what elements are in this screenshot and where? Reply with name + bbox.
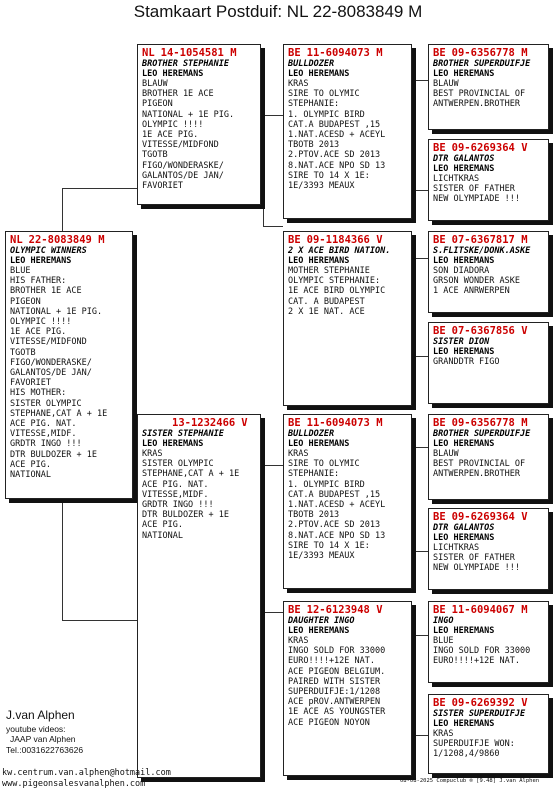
ring-number: 13-1232466 V <box>172 417 248 429</box>
pigeon-card-father-father[interactable] <box>283 44 412 219</box>
owner-name: LEO HEREMANS <box>433 69 495 79</box>
pigeon-name: 2 X ACE BIRD NATION. <box>288 246 391 256</box>
pigeon-card-mff[interactable] <box>428 414 549 500</box>
ring-number: BE 07-6367856 V <box>433 325 528 337</box>
pigeon-description: BLAUW BEST PROVINCIAL OF ANTWERPEN.BROTHER <box>433 449 526 480</box>
connector-line <box>414 447 415 551</box>
pigeon-name: OLYMPIC WINNERS <box>10 246 87 256</box>
connector-line <box>263 226 283 227</box>
ring-number: NL 22-8083849 M <box>10 234 105 246</box>
owner-name: LEO HEREMANS <box>288 69 350 79</box>
connector-line <box>263 465 264 613</box>
pigeon-name: DTR GALANTOS <box>433 154 495 164</box>
connector-line <box>62 188 138 189</box>
connector-line <box>62 188 63 231</box>
pigeon-description: GRANDDTR FIGO <box>433 357 500 367</box>
pigeon-card-subject[interactable] <box>5 231 133 499</box>
ring-number: BE 11-6094067 M <box>433 604 528 616</box>
ring-number: BE 09-6269364 V <box>433 511 528 523</box>
owner-name: LEO HEREMANS <box>10 256 72 266</box>
ring-number: BE 09-6356778 M <box>433 417 528 429</box>
connector-line <box>414 80 428 81</box>
connector-line <box>62 620 138 621</box>
pigeon-name: INGO <box>433 616 454 626</box>
pigeon-card-fff[interactable] <box>428 44 549 130</box>
print-stamp: 08-08-2025 Compuclub ® [9.48] J.van Alphen <box>400 778 540 784</box>
connector-line <box>414 190 428 191</box>
connector-line <box>414 635 415 735</box>
pigeon-description: BLAUW BROTHER 1E ACE PIGEON NATIONAL + 1E PIG. OLYMPIC !!!! 1E ACE PIG. VITESSE/MIDFOND TGOTB FIGO/WONDERASKE/ GALANTOS/DE JAN/ FAVORIET <box>142 79 235 192</box>
connector-line <box>414 356 428 357</box>
pigeon-name: BULLDOZER <box>288 59 335 69</box>
pigeon-description: KRAS SUPERDUIFJE WON: 1/1208,4/9860 <box>433 729 515 760</box>
website-link[interactable]: www.pigeonsalesvanalphen.com <box>2 779 146 789</box>
owner-name: LEO HEREMANS <box>142 439 204 449</box>
ring-number: BE 09-6269364 V <box>433 142 528 154</box>
connector-line <box>263 465 283 466</box>
owner-name: LEO HEREMANS <box>433 256 495 266</box>
email-address[interactable]: kw.centrum.van.alphen@hotmail.com <box>2 768 171 778</box>
pigeon-name: BROTHER SUPERDUIFJE <box>433 59 531 69</box>
pigeon-description: BLUE INGO SOLD FOR 33000 EURO!!!!+12E NAT. <box>433 636 531 667</box>
pigeon-name: BULLDOZER <box>288 429 335 439</box>
pigeon-card-fmf[interactable] <box>428 231 549 313</box>
ring-number: NL 14-1054581 M <box>142 47 237 59</box>
pigeon-name: DTR GALANTOS <box>433 523 495 533</box>
ring-number: BE 12-6123948 V <box>288 604 383 616</box>
pigeon-description: MOTHER STEPHANIE OLYMPIC STEPHANIE: 1E ACE BIRD OLYMPIC CAT. A BUDAPEST 2 X 1E NAT. ACE <box>288 266 386 317</box>
connector-line <box>414 635 428 636</box>
phone-number: Tel.:0031622763626 <box>6 745 84 755</box>
pigeon-name: DAUGHTER INGO <box>288 616 355 626</box>
connector-line <box>263 115 264 227</box>
pigeon-name: BROTHER STEPHANIE <box>142 59 229 69</box>
pigeon-description: KRAS SISTER OLYMPIC STEPHANE,CAT A + 1E ACE PIG. NAT. VITESSE,MIDF. GRDTR INGO !!! DTR BULDOZER + 1E ACE PIG. NATIONAL <box>142 449 240 541</box>
pigeon-name: SISTER DION <box>433 337 490 347</box>
pigeon-description: LICHTKRAS SISTER OF FATHER NEW OLYMPIADE !!! <box>433 174 520 205</box>
pigeon-description: KRAS INGO SOLD FOR 33000 EURO!!!!+12E NAT. ACE PIGEON BELGIUM. PAIRED WITH SISTER SUPERDUIFJE:1/1208 ACE pROV.ANTWERPEN 1E ACE AS YOUNGSTER ACE PIGEON NOYON <box>288 636 386 728</box>
pigeon-name: S.FLITSKE/DONK.ASKE <box>433 246 531 256</box>
pigeon-card-mother-father[interactable] <box>283 414 412 589</box>
owner-name: LEO HEREMANS <box>288 626 350 636</box>
connector-line <box>263 115 283 116</box>
owner-name: LEO HEREMANS <box>433 347 495 357</box>
connector-line <box>414 258 415 356</box>
owner-name: LEO HEREMANS <box>288 439 350 449</box>
owner-name: LEO HEREMANS <box>433 533 495 543</box>
breeder-name: J.van Alphen <box>6 708 75 722</box>
connector-line <box>414 551 428 552</box>
pigeon-card-mmf[interactable] <box>428 601 549 683</box>
owner-name: LEO HEREMANS <box>288 256 350 266</box>
ring-number: BE 11-6094073 M <box>288 417 383 429</box>
ring-number: BE 09-1184366 V <box>288 234 383 246</box>
pigeon-card-mfm[interactable] <box>428 508 549 590</box>
pigeon-description: KRAS SIRE TO OLYMIC STEPHANIE: 1. OLYMPIC BIRD CAT.A BUDAPEST ,15 1.NAT.ACESD + ACEYL TBOTB 2013 2.PTOV.ACE SD 2013 8.NAT.ACE NPO SD 13 SIRE TO 14 X 1E: 1E/3393 MEAUX <box>288 79 386 192</box>
pigeon-description: LICHTKRAS SISTER OF FATHER NEW OLYMPIADE !!! <box>433 543 520 574</box>
pigeon-card-mmm[interactable] <box>428 694 549 774</box>
ring-number: BE 09-6356778 M <box>433 47 528 59</box>
connector-line <box>414 80 415 190</box>
youtube-channel: JAAP van Alphen <box>10 734 76 744</box>
pigeon-card-father-mother[interactable] <box>283 231 412 406</box>
owner-name: LEO HEREMANS <box>433 626 495 636</box>
pigeon-description: BLUE HIS FATHER: BROTHER 1E ACE PIGEON NATIONAL + 1E PIG. OLYMPIC !!!! 1E ACE PIG. VITESSE/MIDFOND TGOTB FIGO/WONDERASKE/ GALANTOS/DE JAN/ FAVORIET HIS MOTHER: SISTER OLYMPIC STEPHANE,CAT A + 1E ACE PIG. NAT. VITESSE,MIDF. GRDTR INGO !!! DTR BULDOZER + 1E ACE PIG. NATIONAL <box>10 266 108 481</box>
pigeon-card-mother[interactable] <box>137 414 261 778</box>
pigeon-description: BLAUW BEST PROVINCIAL OF ANTWERPEN.BROTHER <box>433 79 526 110</box>
connector-line <box>414 258 428 259</box>
connector-line <box>414 447 428 448</box>
connector-line <box>263 612 283 613</box>
pigeon-card-father[interactable] <box>137 44 261 205</box>
ring-number: BE 09-6269392 V <box>433 697 528 709</box>
connector-line <box>414 735 428 736</box>
pigeon-name: BROTHER SUPERDUIFJE <box>433 429 531 439</box>
pigeon-name: SISTER STEPHANIE <box>142 429 224 439</box>
page-title: Stamkaart Postduif: NL 22-8083849 M <box>133 2 423 21</box>
pigeon-description: SON DIADORA GRSON WONDER ASKE 1 ACE ANRWERPEN <box>433 266 520 297</box>
owner-name: LEO HEREMANS <box>433 439 495 449</box>
owner-name: LEO HEREMANS <box>433 164 495 174</box>
pigeon-name: SISTER SUPERDUIFJE <box>433 709 526 719</box>
ring-number: BE 07-6367817 M <box>433 234 528 246</box>
youtube-label: youtube videos: <box>6 724 66 734</box>
pigeon-card-fmm[interactable] <box>428 322 549 404</box>
owner-name: LEO HEREMANS <box>433 719 495 729</box>
owner-name: LEO HEREMANS <box>142 69 204 79</box>
pigeon-card-ffm[interactable] <box>428 139 549 221</box>
connector-line <box>62 490 63 620</box>
pigeon-card-mother-mother[interactable] <box>283 601 412 776</box>
ring-number: BE 11-6094073 M <box>288 47 383 59</box>
pigeon-description: KRAS SIRE TO OLYMIC STEPHANIE: 1. OLYMPIC BIRD CAT.A BUDAPEST ,15 1.NAT.ACESD + ACEYL TBOTB 2013 2.PTOV.ACE SD 2013 8.NAT.ACE NPO SD 13 SIRE TO 14 X 1E: 1E/3393 MEAUX <box>288 449 386 562</box>
